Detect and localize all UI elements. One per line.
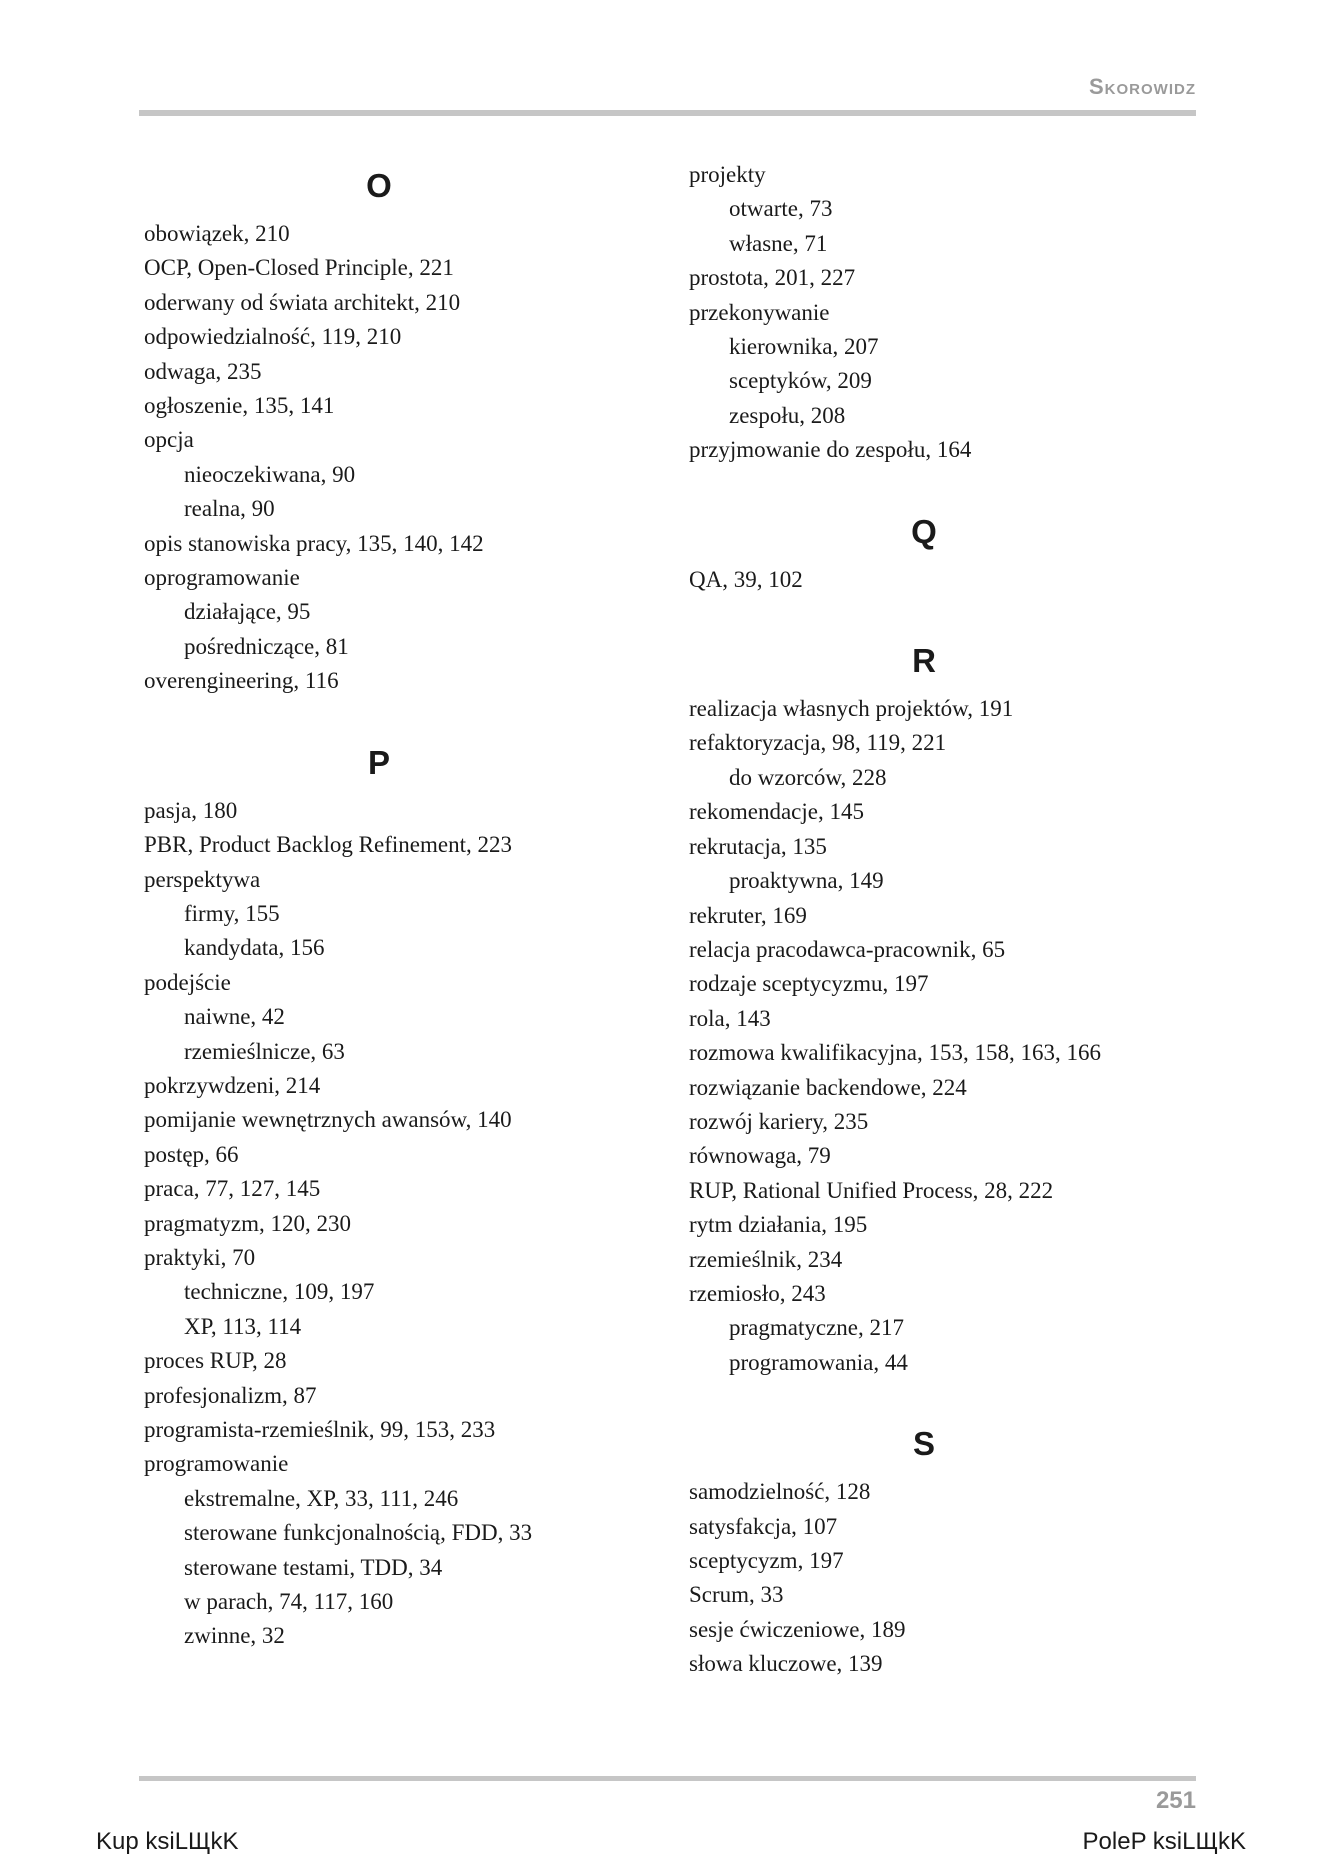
index-subentry: nieoczekiwana, 90 [184,461,356,487]
index-entry: refaktoryzacja, 98, 119, 221 [689,730,947,756]
index-subentry: techniczne, 109, 197 [184,1279,375,1305]
index-entry: odwaga, 235 [144,358,262,384]
index-entry: oprogramowanie [144,565,300,591]
index-subentry: sceptyków, 209 [729,368,872,394]
index-column-right [689,158,1159,1682]
index-entry: Scrum, 33 [689,1582,784,1608]
index-entry: rozmowa kwalifikacyjna, 153, 158, 163, 166 [689,1040,1101,1066]
index-entry: RUP, Rational Unified Process, 28, 222 [689,1177,1054,1203]
index-subentry: własne, 71 [729,230,828,256]
index-section [689,158,1159,468]
index-entry: praktyki, 70 [144,1244,256,1270]
index-subentry: realna, 90 [184,496,275,522]
index-entry: podejście [144,969,231,995]
index-entry: pokrzywdzeni, 214 [144,1072,321,1098]
index-entry: overengineering, 116 [144,668,339,694]
index-entry: rozwój kariery, 235 [689,1108,869,1134]
index-entry: programista-rzemieślnik, 99, 153, 233 [144,1417,496,1442]
index-section [689,641,1159,1380]
index-entry: proces RUP, 28 [144,1348,287,1374]
index-entry: samodzielność, 128 [689,1479,871,1505]
index-section [144,166,614,699]
index-subentry: proaktywna, 149 [729,868,884,894]
index-entry: sesje ćwiczeniowe, 189 [689,1616,906,1642]
index-section [144,743,614,1654]
section-letter: P [367,743,390,781]
index-subentry: pragmatyczne, 217 [729,1315,904,1341]
index-subentry: sterowane testami, TDD, 34 [184,1554,443,1580]
index-entry: pomijanie wewnętrznych awansów, 140 [144,1107,512,1133]
index-entry: równowaga, 79 [689,1143,831,1169]
index-entry: opis stanowiska pracy, 135, 140, 142 [144,530,484,556]
index-entry: projekty [689,162,766,187]
index-entry: sceptycyzm, 197 [689,1548,844,1573]
index-subentry: kandydata, 156 [184,935,325,961]
index-subentry: działające, 95 [184,599,311,625]
index-subentry: XP, 113, 114 [184,1313,302,1339]
index-entry: słowa kluczowe, 139 [689,1651,883,1677]
index-entry: rekruter, 169 [689,902,807,928]
index-entry: przyjmowanie do zespołu, 164 [689,437,972,463]
index-subentry: sterowane funkcjonalnością, FDD, 33 [184,1520,533,1546]
index-subentry: otwarte, 73 [729,196,833,222]
running-header: Skorowidz [1089,74,1196,99]
index-entry: opcja [144,427,194,453]
index-entry: relacja pracodawca-pracownik, 65 [689,936,1006,962]
index-entry: pasja, 180 [144,797,238,823]
index-entry: prostota, 201, 227 [689,265,856,291]
index-entry: OCP, Open-Closed Principle, 221 [144,255,454,281]
index-entry: rzemieślnik, 234 [689,1246,843,1272]
index-entry: przekonywanie [689,299,830,325]
index-entry: PBR, Product Backlog Refinement, 223 [144,832,512,858]
index-entry: perspektywa [144,866,261,892]
index-entry: profesjonalizm, 87 [144,1382,317,1408]
index-subentry: ekstremalne, XP, 33, 111, 246 [184,1485,459,1511]
index-subentry: zespołu, 208 [729,402,846,428]
index-entry: odpowiedzialność, 119, 210 [144,324,402,350]
index-entry: pragmatyzm, 120, 230 [144,1210,351,1236]
footer-rule [139,1776,1196,1781]
section-letter: O [366,167,392,204]
index-entry: rytm działania, 195 [689,1212,868,1238]
index-entry: rola, 143 [689,1005,771,1031]
index-subentry: pośredniczące, 81 [184,633,349,659]
index-subentry: firmy, 155 [184,900,280,926]
index-entry: rekrutacja, 135 [689,833,827,859]
index-entry: postęp, 66 [144,1141,239,1167]
index-subentry: kierownika, 207 [729,334,879,360]
index-entry: rodzaje sceptycyzmu, 197 [689,971,929,997]
index-entry: praca, 77, 127, 145 [144,1176,321,1202]
section-letter: S [912,1425,935,1463]
index-entry: programowanie [144,1451,289,1477]
index-entry: rzemiosło, 243 [689,1280,826,1306]
index-subentry: w parach, 74, 117, 160 [184,1589,394,1615]
page-number: 251 [1155,1787,1196,1814]
index-subentry: programowania, 44 [729,1349,908,1375]
footer-buy-link[interactable]: Kup ksiLЩkK [96,1828,239,1855]
index-entry: QA, 39, 102 [689,566,803,592]
index-entry: ogłoszenie, 135, 141 [144,393,335,419]
index-subentry: rzemieślnicze, 63 [184,1038,345,1064]
index-entry: oderwany od świata architekt, 210 [144,289,461,315]
index-subentry: zwinne, 32 [184,1623,285,1649]
index-section [689,1424,1159,1681]
index-entry: rekomendacje, 145 [689,799,864,825]
header-rule [139,110,1196,116]
index-subentry: naiwne, 42 [184,1004,285,1030]
section-letter: Q [911,512,937,550]
footer-recommend-link[interactable]: PoleP ksiLЩkK [1082,1828,1246,1855]
index-entry: obowiązek, 210 [144,221,290,246]
index-entry: realizacja własnych projektów, 191 [689,696,1014,722]
index-entry: satysfakcja, 107 [689,1513,838,1539]
section-letter: R [912,642,936,680]
index-subentry: do wzorców, 228 [729,764,887,790]
index-section [689,512,1159,597]
index-column-left [144,158,614,1654]
index-entry: rozwiązanie backendowe, 224 [689,1074,967,1100]
